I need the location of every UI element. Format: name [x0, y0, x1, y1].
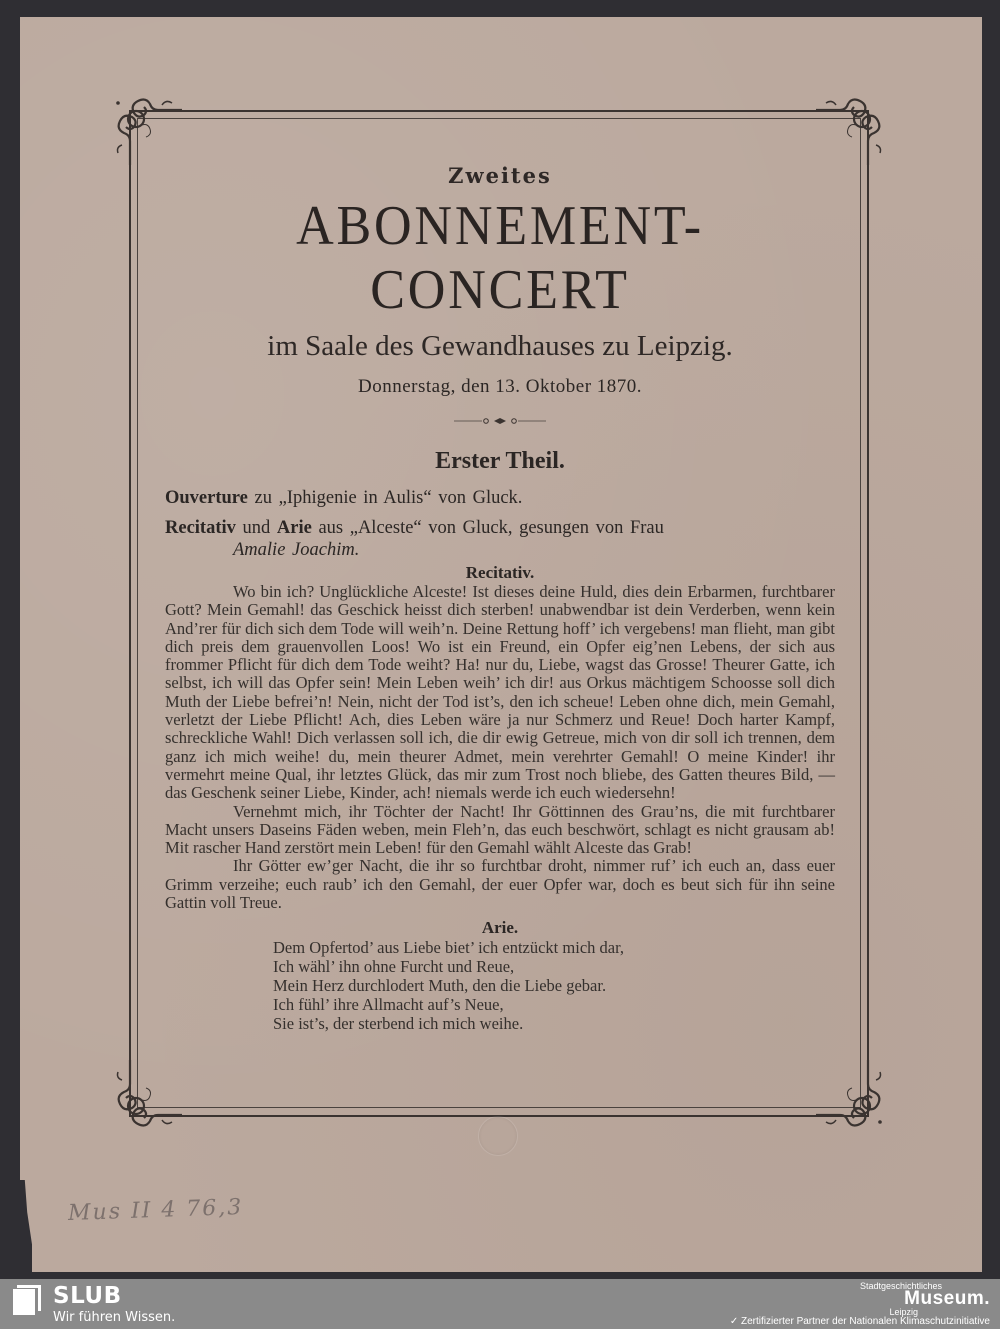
- footer-bar: [0, 1279, 1000, 1329]
- verse-line: Dem Opfertod’ aus Liebe biet’ ich entzückt mich dar,: [273, 938, 625, 958]
- partner-city: Leipzig: [889, 1307, 918, 1317]
- work-description: aus „Alceste“ von Gluck, gesungen von Frau: [311, 518, 664, 538]
- library-logo-name[interactable]: SLUB: [53, 1283, 122, 1309]
- partner-logo[interactable]: [664, 1280, 994, 1328]
- recitativ-paragraph: Wo bin ich? Unglückliche Alceste! Ist dieses deine Huld, dies dein Erbarmen, furchtbarer Gott? Mein Gemahl! das Geschick heisst dich sterben! unabwendbar ist dein Verderben, wenn kein And’rer für dich sich dem Tode will weih’n. Deine Rettung hoff’ ich vergebens! man flieht, man gibt dich preis dem grauenvollen Loos! Wo ist ein Freund, ein Opfer eig’nen Lebens, der sich aus frommer Pflicht für dich dem Tode weiht? Ha! nur du, Liebe, wagst das Grosse! Theurer Gatte, ich selbst, ich will das Opfer sein! Mein Leben weih’ ich dir! aus Orkus mächtigem Schoosse soll dich Muth der Liebe befrei’n! Nein, nicht der Tod ist’s, den ich scheue! Leben ohne dich, mein Gemahl, verletzt der Liebe Pflicht! Ach, dies Leben wäre ja nur Schmerz und Reue! Doch harter Kampf, schreckliche Wahl! Dich verlassen soll ich, die dir ewig Getreue, mich von dir soll ich trennen, dem ganz ich mich weihe! du, mein theurer Admet, mein verehrter Gemahl! O meine Kinder! ihr vermehrt meine Qual, ihr letztes Glück, das mir zum Trost noch bliebe, des Gatten theures Bild, — das Geschenk seiner Liebe, Kinder, ach! niemals werde ich euch wiedersehn!: [165, 582, 835, 803]
- divider-ornament-icon: [454, 416, 546, 426]
- work-type: Recitativ: [165, 518, 236, 538]
- programme-item-aria: [165, 517, 835, 561]
- concert-programme: [165, 160, 835, 1033]
- recitativ-paragraph: Ihr Götter ew’ger Nacht, die ihr so furchtbar droht, nimmer ruf’ ich euch an, dass euer Grimm verzeihe; euch raub’ ich den Gemahl, der euer Opfer war, doch es beut sich für ihn seine Gattin voll Treue.: [165, 856, 835, 913]
- page-title: ABONNEMENT-CONCERT: [296, 195, 704, 321]
- heading-ordinal: Zweites: [448, 163, 552, 188]
- corner-ornament-icon: [112, 95, 182, 165]
- performer: Amalie Joachim.: [233, 540, 360, 560]
- venue: im Saale des Gewandhauses zu Leipzig.: [267, 330, 733, 362]
- connector: und: [235, 518, 277, 538]
- recitativ-heading: Recitativ.: [465, 563, 535, 582]
- verse-line: Ich wähl’ ihn ohne Furcht und Reue,: [273, 957, 515, 977]
- corner-ornament-icon: [816, 95, 886, 165]
- programme-item-overture: [165, 487, 835, 509]
- verse-line: Mein Herz durchlodert Muth, den die Liebe gebar.: [273, 976, 607, 996]
- embossed-stamp: [478, 1116, 518, 1156]
- arie-verse: [165, 938, 835, 1033]
- arie-heading: Arie.: [481, 918, 519, 938]
- library-tagline: Wir führen Wissen.: [53, 1310, 176, 1325]
- part-title: Erster Theil.: [435, 448, 565, 474]
- verse-line: Sie ist’s, der sterbend ich mich weihe.: [273, 1014, 524, 1034]
- verse-line: Ich fühl’ ihre Allmacht auf’s Neue,: [273, 995, 504, 1015]
- partner-prefix: Stadtgeschichtliches: [859, 1281, 942, 1291]
- work-type-2: Arie: [276, 518, 312, 538]
- handwritten-shelfmark: Mus II 4 76,3: [67, 1194, 244, 1227]
- corner-ornament-icon: [112, 1060, 182, 1130]
- recitativ-paragraph: Vernehmt mich, ihr Töchter der Nacht! Ihr Göttinnen des Grau’ns, die mit furchtbarer Macht unsers Daseins Fäden weben, mein Fleh’n, das euch beschwört, schlagt es nicht grausam ab! Mit rascher Hand zerstört mein Leben! für den Gemahl wählt Alceste das Grab!: [165, 801, 835, 858]
- work-type: Ouverture: [165, 488, 248, 508]
- book-pages-icon: [13, 1285, 41, 1315]
- work-description: zu „Iphigenie in Aulis“ von Gluck.: [247, 488, 523, 508]
- partner-name: Museum.: [904, 1288, 990, 1309]
- partner-certificate: ✓ Zertifizierter Partner der Nationalen Klimaschutzinitiative: [729, 1316, 990, 1327]
- concert-date: Donnerstag, den 13. Oktober 1870.: [357, 376, 643, 397]
- corner-ornament-icon: [816, 1060, 886, 1130]
